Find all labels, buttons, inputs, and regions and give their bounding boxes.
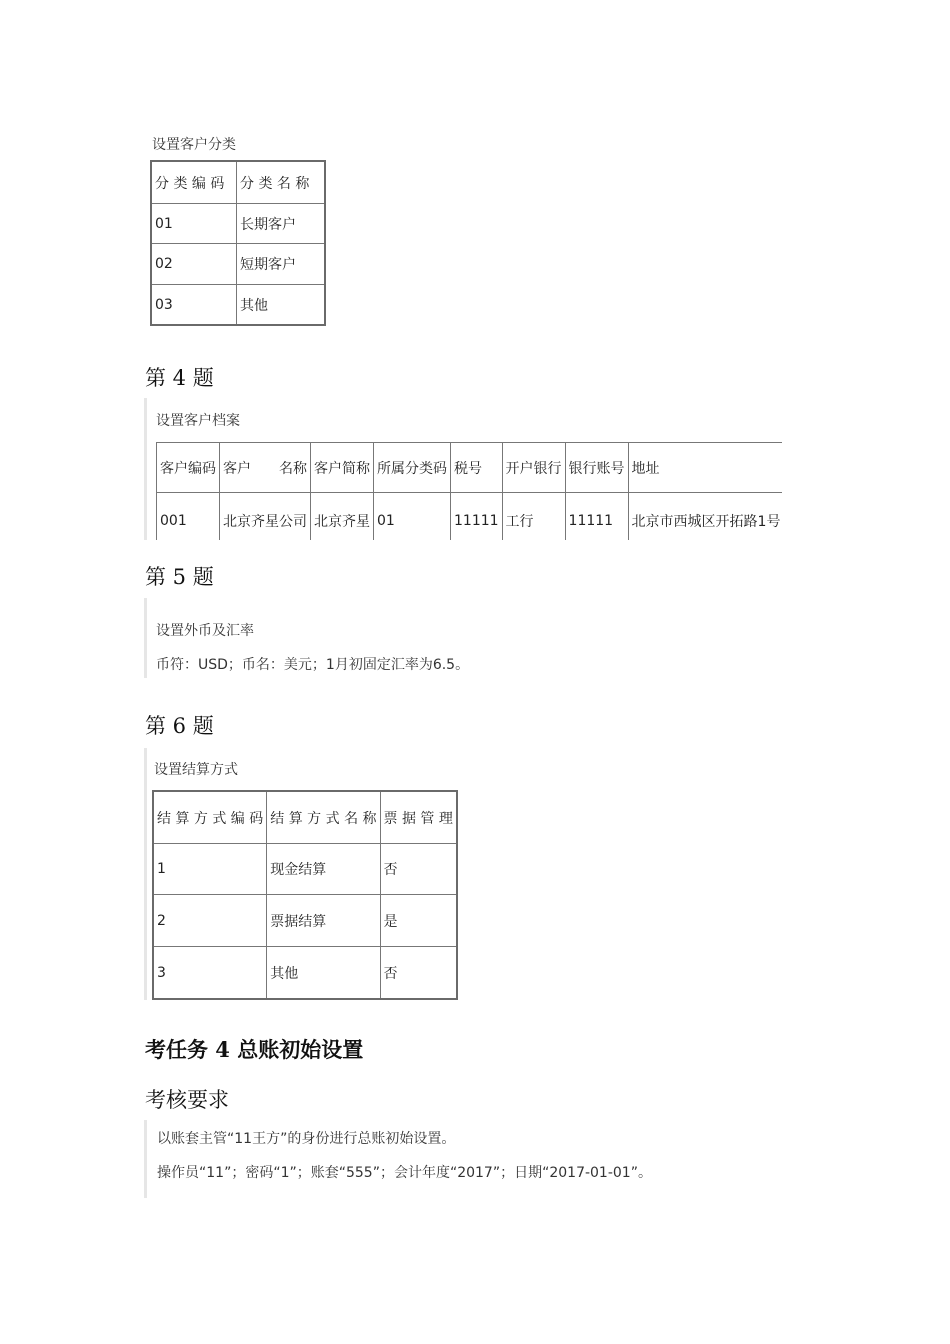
q6-caption: 设置结算方式: [154, 762, 238, 778]
header-cell: 客户简称: [311, 443, 374, 493]
cell: 其他: [267, 947, 380, 999]
cell: 否: [380, 844, 456, 895]
header-cell: 所属分类码: [374, 443, 451, 493]
q4-caption: 设置客户档案: [156, 413, 240, 429]
cell: 现金结算: [267, 844, 380, 895]
table-row: [154, 895, 457, 947]
q5-text: 币符：USD；币名：美元；1月初固定汇率为6.5。: [156, 657, 470, 673]
q5-heading: 第 5 题: [145, 565, 214, 589]
customer-file-table: [156, 442, 782, 540]
cell: 北京齐星公司: [220, 493, 311, 541]
cell: 01: [152, 204, 237, 244]
cell: 票据结算: [267, 895, 380, 947]
header-cell: 结 算 方 式 名 称: [267, 792, 380, 844]
cell: 2: [154, 895, 267, 947]
customer-class-caption: 设置客户分类: [152, 137, 236, 153]
cell: 1: [154, 844, 267, 895]
table-row: [154, 947, 457, 999]
quote-bar: [144, 748, 147, 1000]
cell: 是: [380, 895, 456, 947]
quote-bar: [144, 398, 147, 540]
task4-title: 考任务 4 总账初始设置: [145, 1037, 364, 1062]
cell: 01: [374, 493, 451, 541]
table-row: [152, 285, 325, 325]
table-row: [152, 204, 325, 244]
header-cell: 分 类 编 码: [152, 162, 237, 204]
cell: 否: [380, 947, 456, 999]
header-cell: 客户编码: [157, 443, 220, 493]
cell: 其他: [237, 285, 325, 325]
cell: 北京市西城区开拓路1号: [628, 493, 782, 541]
table-row: [154, 844, 457, 895]
customer-file-clip: [155, 441, 782, 540]
header-cell: [220, 443, 311, 493]
cell: 02: [152, 244, 237, 285]
header-part: 名称: [279, 460, 307, 477]
q5-caption: 设置外币及汇率: [156, 623, 254, 639]
cell: 长期客户: [237, 204, 325, 244]
q6-heading: 第 6 题: [145, 714, 214, 738]
header-cell: 税号: [451, 443, 503, 493]
cell: 北京齐星: [311, 493, 374, 541]
header-cell: 票 据 管 理: [380, 792, 456, 844]
cell: 001: [157, 493, 220, 541]
header-cell: 分 类 名 称: [237, 162, 325, 204]
cell: 3: [154, 947, 267, 999]
cell: 11111: [451, 493, 503, 541]
header-cell: 开户银行: [502, 443, 565, 493]
cell: 短期客户: [237, 244, 325, 285]
task4-line2: 操作员“11”；密码“1”；账套“555”；会计年度“2017”；日期“2017-01-01”。: [157, 1165, 652, 1181]
table-row: [152, 244, 325, 285]
header-cell: 结 算 方 式 编 码: [154, 792, 267, 844]
cell: 11111: [565, 493, 628, 541]
header-cell: 地址: [628, 443, 782, 493]
quote-bar: [144, 1120, 147, 1198]
table-row: [157, 493, 783, 541]
customer-class-table: [151, 161, 325, 325]
task4-line1: 以账套主管“11王方”的身份进行总账初始设置。: [157, 1131, 456, 1147]
table-header-row: [152, 162, 325, 204]
q4-heading: 第 4 题: [145, 366, 214, 390]
task4-subtitle: 考核要求: [145, 1088, 229, 1112]
table-header-row: [157, 443, 783, 493]
cell: 03: [152, 285, 237, 325]
header-cell: 银行账号: [565, 443, 628, 493]
header-part: 客户: [223, 460, 251, 477]
cell: 工行: [502, 493, 565, 541]
settlement-table: [153, 791, 457, 999]
quote-bar: [144, 598, 147, 678]
table-header-row: [154, 792, 457, 844]
